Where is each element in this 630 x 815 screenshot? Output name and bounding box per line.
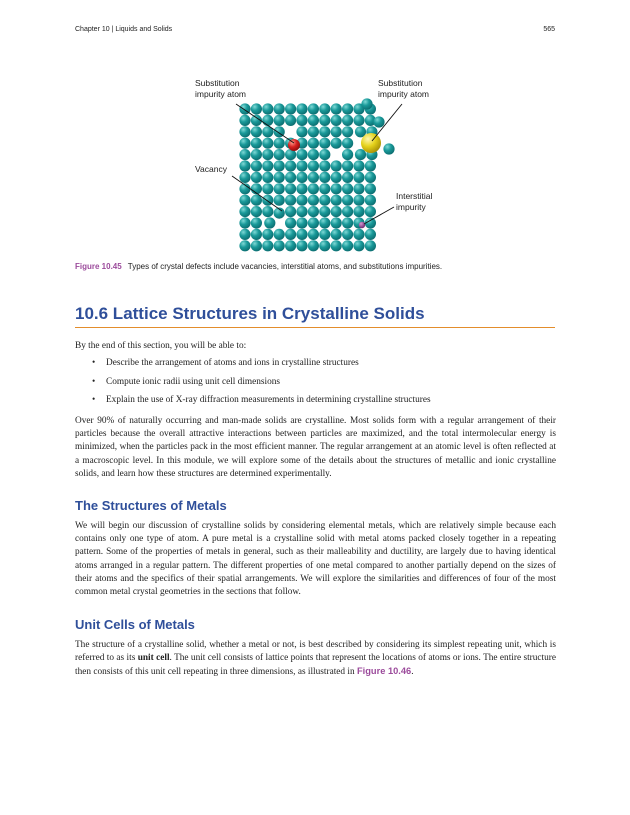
lattice-atom [239,115,250,126]
lattice-atom [308,149,319,160]
lattice-atom [251,149,262,160]
lattice-atom [331,160,342,171]
lattice-atom [319,126,330,137]
lattice-atom [308,160,319,171]
lattice-atom [331,217,342,228]
lattice-atom [308,172,319,183]
lattice-atom [331,240,342,251]
lattice-atom [296,160,307,171]
lattice-atom [239,160,250,171]
lattice-atom [353,172,364,183]
lattice-atom [285,103,296,114]
lattice-atom [239,240,250,251]
lattice-atom [353,240,364,251]
lattice-atom [331,195,342,206]
lattice-atom [308,126,319,137]
lattice-atom [365,240,376,251]
lattice-atom [262,149,273,160]
lattice-atom [342,103,353,114]
lattice-atom [383,143,394,154]
lattice-atom [308,195,319,206]
lattice-atom [262,115,273,126]
heading-unit-cells-of-metals: Unit Cells of Metals [75,617,195,632]
lattice-atom [274,103,285,114]
lattice-atom [296,172,307,183]
lattice-atom [365,183,376,194]
lattice-atom [296,149,307,160]
lattice-atom [331,229,342,240]
lattice-atom [274,138,285,149]
lattice-atom [239,126,250,137]
lattice-atom [285,172,296,183]
lattice-atom [342,195,353,206]
lattice-atom [331,115,342,126]
unit-cells-paragraph [75,639,556,680]
lattice-atom [285,195,296,206]
small-substitution-atom [288,139,300,151]
lattice-atom [353,160,364,171]
objective-item [92,376,552,395]
objective-item [92,394,552,413]
lattice-atom [262,160,273,171]
lattice-atom [285,217,296,228]
lattice-atom [342,115,353,126]
lattice-atom [239,172,250,183]
figure-caption [75,262,555,271]
intro-paragraph: Over 90% of naturally occurring and man-made solids are crystalline. Most solids form with a regular arrangement of their particles because the overall attractive interactions between particles are maximized, and the total intermolecular energy is minimized, when the particles pack in the most efficient manner. The regular arrangement at an atomic level is often reflected at a macroscopic level. In this module, we will explore some of the details about the structures of metallic and ionic crystalline solids, and learn how these structures are determined experimentally. [75,416,556,479]
lattice-atom [274,115,285,126]
lattice-atom [308,229,319,240]
lattice-atom [342,183,353,194]
lattice-atom [285,115,296,126]
lattice-atom [353,195,364,206]
page-number: 565 [543,26,555,33]
figure-10-46-link[interactable]: Figure 10.46 [356,666,412,677]
lattice-atom [285,240,296,251]
lattice-atom [331,103,342,114]
label-vacancy: Vacancy [195,164,227,174]
lattice-atom [319,149,330,160]
bullet-icon: • [92,358,96,368]
label-substitution-left-1: Substitution [195,78,240,88]
section-title: 10.6 Lattice Structures in Crystalline Solids [75,304,555,328]
lattice-atom [239,217,250,228]
lattice-atom [274,149,285,160]
lattice-atom [319,172,330,183]
lattice-atom [262,206,273,217]
crystal-defects-figure [0,70,630,260]
lattice-atom [361,98,372,109]
lattice-atom [264,217,275,228]
lattice-atom [239,149,250,160]
lattice-atom [274,240,285,251]
lattice-atom [342,160,353,171]
lattice-atom [342,149,353,160]
lattice-atom [373,116,384,127]
lattice-atom [296,206,307,217]
page-header [75,26,555,36]
objective-text: Describe the arrangement of atoms and ions in crystalline structures [106,358,359,368]
lattice-atom [285,183,296,194]
lattice-atom [274,160,285,171]
lattice-atom [274,183,285,194]
lattice-atom [319,160,330,171]
lattice-atom [353,183,364,194]
lattice-atom [319,217,330,228]
lattice-atom [262,183,273,194]
lattice-atom [296,183,307,194]
lattice-atom [355,149,366,160]
label-substitution-left-2: impurity atom [195,89,247,99]
lattice-atom [308,103,319,114]
lattice-atom [365,172,376,183]
lattice-atom [353,206,364,217]
lattice-atom [262,138,273,149]
learning-objectives-intro: By the end of this section, you will be able to: [75,341,247,351]
lattice-atom [342,172,353,183]
objective-text: Compute ionic radii using unit cell dimensions [106,376,281,387]
lattice-atom [308,183,319,194]
figure-caption-text: Types of crystal defects include vacancies, interstitial atoms, and substitutions impurities. [127,262,443,271]
lattice-atom [308,138,319,149]
unit-cells-text-2: . The unit cell consists of lattice points that represent the locations of atoms or ions. The entire structure then consists of this unit cell repeating in three dimensions, as illustrated in [75,653,557,678]
lattice-atom [331,172,342,183]
figure-caption-number: Figure 10.45 [75,262,122,271]
lattice-atom [285,160,296,171]
lattice-atom [239,138,250,149]
lattice-atom [251,206,262,217]
interstitial-atom [359,222,365,228]
lattice-atom [365,195,376,206]
label-substitution-right-1: Substitution [378,78,423,88]
lattice-atom [296,195,307,206]
objective-text: Explain the use of X-ray diffraction measurements in determining crystalline structures [106,395,431,405]
lattice-atom [274,229,285,240]
lattice-atom [296,126,307,137]
lattice-atom [319,206,330,217]
lattice-atom [239,195,250,206]
lattice-atom [319,103,330,114]
lattice-atom [353,229,364,240]
lattice-atom [319,229,330,240]
lattice-atom [251,217,262,228]
lattice-atom [319,183,330,194]
lattice-atoms [239,98,394,251]
lattice-atom [319,240,330,251]
bullet-icon: • [92,376,96,387]
lattice-atom [262,172,273,183]
lattice-atom [296,115,307,126]
chapter-title: Chapter 10 | Liquids and Solids [75,26,173,33]
lattice-atom [319,138,330,149]
lattice-atom [285,229,296,240]
lattice-atom [308,240,319,251]
lattice-atom [296,240,307,251]
lattice-atom [365,229,376,240]
lattice-atom [331,183,342,194]
unit-cells-text-3: . [411,667,414,678]
lattice-atom [342,229,353,240]
lattice-atom [342,126,353,137]
lattice-atom [262,240,273,251]
lattice-atom [342,138,353,149]
lattice-atom [319,195,330,206]
lattice-atom [365,206,376,217]
lattice-atom [239,229,250,240]
label-interstitial-1: Interstitial [396,191,433,201]
lattice-atom [296,103,307,114]
lattice-atom [274,172,285,183]
unit-cell-term: unit cell [137,653,170,664]
unit-cells-text-1: The structure of a crystalline solid, whether a metal or not, is best described by considering its simplest repeating unit, which is referred to as its [75,640,556,664]
lattice-atom [251,126,262,137]
lattice-atom [251,160,262,171]
lattice-atom [365,160,376,171]
heading-structures-of-metals: The Structures of Metals [75,498,227,513]
lattice-atom [331,138,342,149]
objective-item [92,357,552,376]
lattice-atom [262,229,273,240]
lattice-atom [262,103,273,114]
lattice-atom [353,115,364,126]
lattice-atom [342,217,353,228]
lattice-atom [308,206,319,217]
lattice-atom [342,206,353,217]
lattice-atom [296,229,307,240]
lattice-atom [308,115,319,126]
lattice-atom [251,229,262,240]
lattice-atom [331,126,342,137]
metals-paragraph: We will begin our discussion of crystalline solids by considering elemental metals, which are relatively simple because each contains only one type of atom. A pure metal is a crystalline solid with metal atoms packed closely together in a repeating pattern. Some of the properties of metals in general, such as their malleability and ductility, are largely due to having identical atoms arranged in a regular pattern. The different properties of one metal compared to another partially depend on the sizes of their atoms and the specifics of their spatial arrangements. We will explore the similarities and differences of four of the most common metal crystal geometries in the sections that follow. [75,521,556,598]
lattice-atom [285,206,296,217]
lattice-atom [308,217,319,228]
lattice-atom [342,240,353,251]
lattice-atom [251,172,262,183]
lattice-atom [296,217,307,228]
bullet-icon: • [92,395,96,405]
lattice-atom [319,115,330,126]
large-substitution-atom [361,133,381,153]
lattice-atom [274,195,285,206]
learning-objectives-list [92,357,552,413]
lattice-atom [251,240,262,251]
lattice-atom [239,206,250,217]
lattice-atom [251,103,262,114]
label-substitution-right-2: impurity atom [378,89,430,99]
label-interstitial-2: impurity [396,202,426,212]
lattice-atom [331,206,342,217]
lattice-atom [251,138,262,149]
